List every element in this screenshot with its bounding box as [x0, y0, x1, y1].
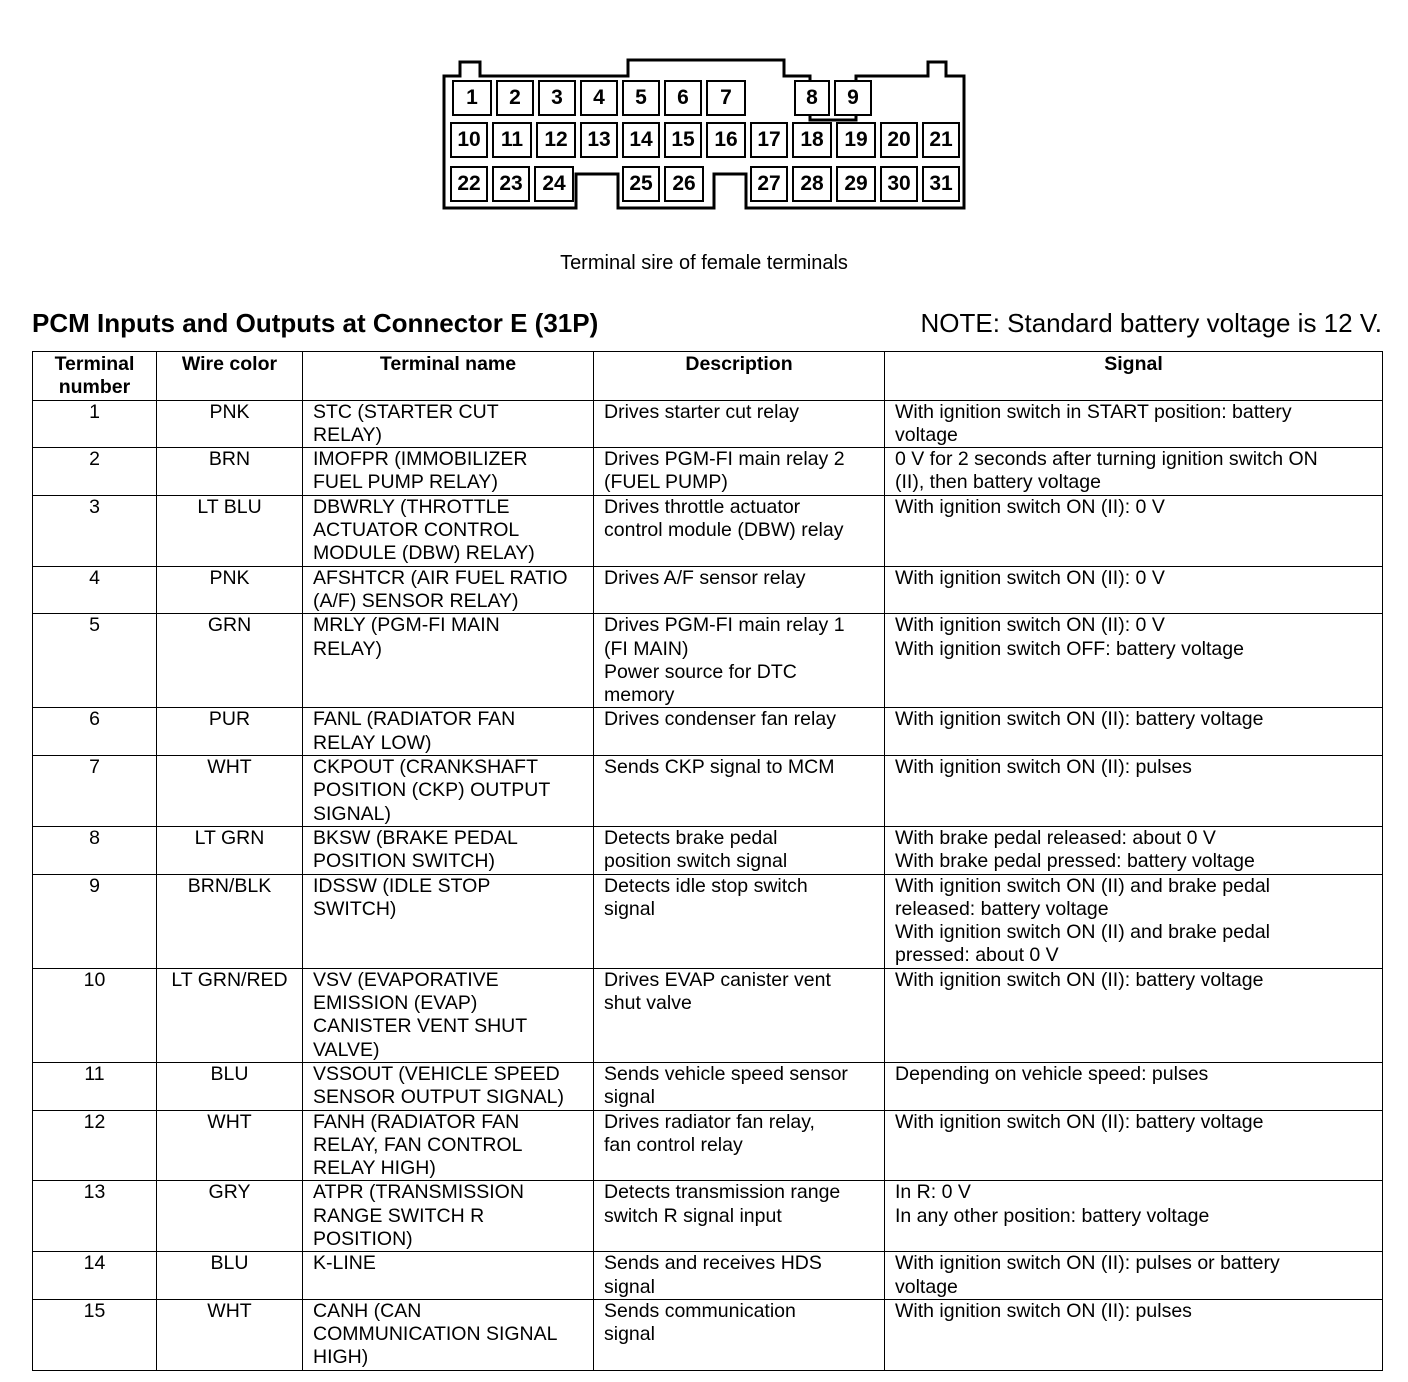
connector-pin-1: 1 [452, 80, 492, 116]
header-terminal-number: Terminal number [33, 352, 157, 401]
table-header-row [33, 352, 1383, 401]
cell-wire-color: BLU [157, 1252, 303, 1300]
connector-pin-23: 23 [492, 166, 530, 202]
cell-signal: With ignition switch ON (II): pulses [885, 756, 1383, 827]
table-row [33, 874, 1383, 968]
cell-signal: With brake pedal released: about 0 V With brake pedal pressed: battery voltage [885, 826, 1383, 874]
connector-pin-26: 26 [664, 166, 704, 202]
connector-pin-18: 18 [792, 122, 832, 158]
table-row [33, 756, 1383, 827]
table-row [33, 448, 1383, 496]
connector-pin-21: 21 [922, 122, 960, 158]
connector-diagram [440, 56, 972, 216]
header-description: Description [594, 352, 885, 401]
cell-description: Sends and receives HDS signal [594, 1252, 885, 1300]
header-wire-color: Wire color [157, 352, 303, 401]
cell-description: Drives A/F sensor relay [594, 566, 885, 614]
page-title: PCM Inputs and Outputs at Connector E (31P) [32, 308, 599, 338]
cell-terminal-name: K-LINE [303, 1252, 594, 1300]
cell-terminal-number: 7 [33, 756, 157, 827]
connector-pin-15: 15 [664, 122, 702, 158]
cell-signal: Depending on vehicle speed: pulses [885, 1062, 1383, 1110]
connector-pin-6: 6 [664, 80, 702, 116]
cell-terminal-number: 3 [33, 495, 157, 566]
cell-description: Sends vehicle speed sensor signal [594, 1062, 885, 1110]
connector-pin-30: 30 [880, 166, 918, 202]
cell-wire-color: GRN [157, 614, 303, 708]
connector-pin-22: 22 [450, 166, 488, 202]
terminal-table [32, 351, 1383, 1371]
cell-signal: With ignition switch ON (II): battery voltage [885, 708, 1383, 756]
connector-pin-25: 25 [622, 166, 660, 202]
cell-signal: With ignition switch ON (II): 0 V [885, 566, 1383, 614]
cell-wire-color: WHT [157, 1299, 303, 1370]
cell-wire-color: GRY [157, 1181, 303, 1252]
connector-pin-27: 27 [750, 166, 788, 202]
table-row [33, 566, 1383, 614]
cell-terminal-name: VSSOUT (VEHICLE SPEED SENSOR OUTPUT SIGNAL) [303, 1062, 594, 1110]
cell-wire-color: PNK [157, 566, 303, 614]
cell-wire-color: LT BLU [157, 495, 303, 566]
cell-wire-color: WHT [157, 756, 303, 827]
connector-pin-24: 24 [534, 166, 574, 202]
cell-description: Detects transmission range switch R signal input [594, 1181, 885, 1252]
connector-pin-16: 16 [706, 122, 746, 158]
connector-pin-13: 13 [580, 122, 618, 158]
cell-signal: In R: 0 V In any other position: battery voltage [885, 1181, 1383, 1252]
cell-terminal-name: MRLY (PGM-FI MAIN RELAY) [303, 614, 594, 708]
cell-terminal-number: 8 [33, 826, 157, 874]
cell-terminal-number: 2 [33, 448, 157, 496]
cell-signal: With ignition switch ON (II): 0 V [885, 495, 1383, 566]
cell-description: Drives PGM-FI main relay 1 (FI MAIN) Power source for DTC memory [594, 614, 885, 708]
cell-terminal-name: IMOFPR (IMMOBILIZER FUEL PUMP RELAY) [303, 448, 594, 496]
connector-pin-28: 28 [792, 166, 832, 202]
cell-wire-color: PUR [157, 708, 303, 756]
connector-caption: Terminal sire of female terminals [560, 252, 848, 274]
table-row [33, 1110, 1383, 1181]
cell-wire-color: WHT [157, 1110, 303, 1181]
connector-pin-20: 20 [880, 122, 918, 158]
cell-signal: With ignition switch in START position: battery voltage [885, 400, 1383, 448]
cell-wire-color: LT GRN [157, 826, 303, 874]
cell-signal: 0 V for 2 seconds after turning ignition switch ON (II), then battery voltage [885, 448, 1383, 496]
cell-terminal-name: VSV (EVAPORATIVE EMISSION (EVAP) CANISTER VENT SHUT VALVE) [303, 968, 594, 1062]
cell-signal: With ignition switch ON (II): 0 V With ignition switch OFF: battery voltage [885, 614, 1383, 708]
cell-terminal-number: 13 [33, 1181, 157, 1252]
table-row [33, 826, 1383, 874]
connector-pin-31: 31 [922, 166, 960, 202]
cell-description: Drives condenser fan relay [594, 708, 885, 756]
cell-terminal-name: BKSW (BRAKE PEDAL POSITION SWITCH) [303, 826, 594, 874]
cell-terminal-name: FANL (RADIATOR FAN RELAY LOW) [303, 708, 594, 756]
cell-wire-color: LT GRN/RED [157, 968, 303, 1062]
table-body [33, 400, 1383, 1370]
cell-signal: With ignition switch ON (II): pulses [885, 1299, 1383, 1370]
cell-description: Detects idle stop switch signal [594, 874, 885, 968]
cell-terminal-name: ATPR (TRANSMISSION RANGE SWITCH R POSITION) [303, 1181, 594, 1252]
table-row [33, 1062, 1383, 1110]
table-row [33, 400, 1383, 448]
cell-wire-color: BLU [157, 1062, 303, 1110]
cell-signal: With ignition switch ON (II): battery voltage [885, 1110, 1383, 1181]
cell-terminal-name: FANH (RADIATOR FAN RELAY, FAN CONTROL RELAY HIGH) [303, 1110, 594, 1181]
voltage-note: NOTE: Standard battery voltage is 12 V. [920, 308, 1382, 338]
connector-pin-9: 9 [834, 80, 872, 116]
table-row [33, 614, 1383, 708]
table-row [33, 495, 1383, 566]
cell-description: Drives throttle actuator control module (DBW) relay [594, 495, 885, 566]
cell-wire-color: BRN/BLK [157, 874, 303, 968]
cell-terminal-number: 14 [33, 1252, 157, 1300]
cell-terminal-number: 4 [33, 566, 157, 614]
cell-description: Sends CKP signal to MCM [594, 756, 885, 827]
header-signal: Signal [885, 352, 1383, 401]
cell-terminal-name: IDSSW (IDLE STOP SWITCH) [303, 874, 594, 968]
cell-terminal-number: 5 [33, 614, 157, 708]
cell-terminal-number: 9 [33, 874, 157, 968]
cell-signal: With ignition switch ON (II): pulses or battery voltage [885, 1252, 1383, 1300]
cell-terminal-number: 12 [33, 1110, 157, 1181]
cell-signal: With ignition switch ON (II): battery voltage [885, 968, 1383, 1062]
connector-pin-10: 10 [450, 122, 488, 158]
connector-pin-8: 8 [794, 80, 830, 116]
connector-pin-29: 29 [836, 166, 876, 202]
cell-description: Drives EVAP canister vent shut valve [594, 968, 885, 1062]
cell-description: Detects brake pedal position switch signal [594, 826, 885, 874]
cell-description: Drives starter cut relay [594, 400, 885, 448]
connector-pin-19: 19 [836, 122, 876, 158]
cell-terminal-name: AFSHTCR (AIR FUEL RATIO (A/F) SENSOR RELAY) [303, 566, 594, 614]
connector-pin-5: 5 [622, 80, 660, 116]
cell-terminal-number: 6 [33, 708, 157, 756]
connector-pin-14: 14 [622, 122, 660, 158]
connector-pin-3: 3 [538, 80, 576, 116]
cell-description: Drives PGM-FI main relay 2 (FUEL PUMP) [594, 448, 885, 496]
cell-terminal-name: DBWRLY (THROTTLE ACTUATOR CONTROL MODULE (DBW) RELAY) [303, 495, 594, 566]
cell-description: Sends communication signal [594, 1299, 885, 1370]
connector-pin-17: 17 [750, 122, 788, 158]
cell-terminal-name: CKPOUT (CRANKSHAFT POSITION (CKP) OUTPUT SIGNAL) [303, 756, 594, 827]
cell-wire-color: PNK [157, 400, 303, 448]
cell-description: Drives radiator fan relay, fan control relay [594, 1110, 885, 1181]
table-row [33, 1252, 1383, 1300]
connector-pin-12: 12 [536, 122, 576, 158]
connector-pin-11: 11 [492, 122, 532, 158]
cell-signal: With ignition switch ON (II) and brake pedal released: battery voltage With ignition switch ON (II) and brake pedal pressed: about 0 V [885, 874, 1383, 968]
connector-pin-2: 2 [496, 80, 534, 116]
cell-terminal-number: 1 [33, 400, 157, 448]
cell-terminal-name: STC (STARTER CUT RELAY) [303, 400, 594, 448]
cell-terminal-number: 11 [33, 1062, 157, 1110]
cell-terminal-number: 15 [33, 1299, 157, 1370]
connector-pin-7: 7 [706, 80, 746, 116]
connector-pin-4: 4 [580, 80, 618, 116]
table-row [33, 708, 1383, 756]
cell-terminal-name: CANH (CAN COMMUNICATION SIGNAL HIGH) [303, 1299, 594, 1370]
header-terminal-name: Terminal name [303, 352, 594, 401]
table-row [33, 968, 1383, 1062]
cell-terminal-number: 10 [33, 968, 157, 1062]
table-row [33, 1181, 1383, 1252]
cell-wire-color: BRN [157, 448, 303, 496]
table-row [33, 1299, 1383, 1370]
